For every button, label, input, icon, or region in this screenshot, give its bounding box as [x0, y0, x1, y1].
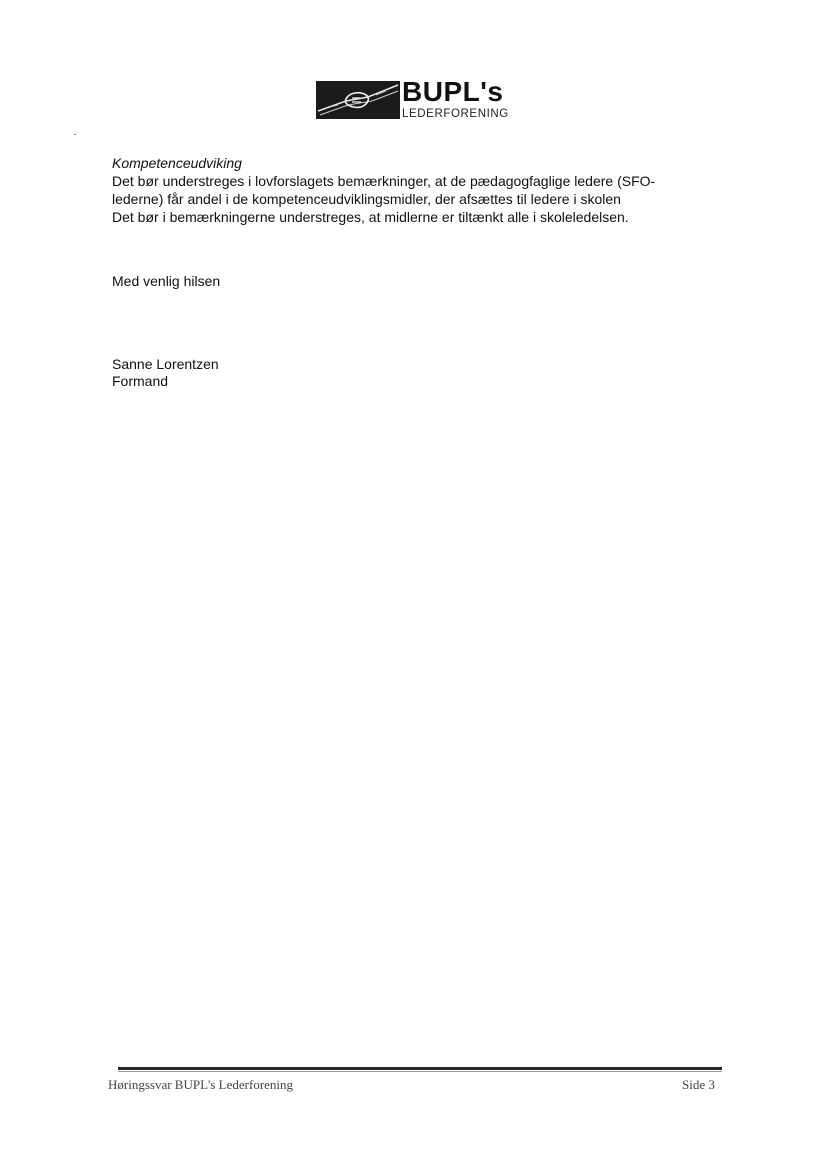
closing-greeting: Med venlig hilsen [112, 273, 221, 289]
footer-page-number: Side 3 [682, 1077, 715, 1092]
logo-name: BUPL's [402, 76, 504, 107]
signature-block [112, 356, 219, 390]
handshake-icon [316, 81, 400, 119]
competence-section [112, 154, 702, 226]
section-line-1: Det bør understreges i lovforslagets bemærkninger, at de pædagogfaglige ledere (SFO- [112, 173, 656, 189]
section-heading: Kompetenceudviking [112, 155, 242, 171]
footer-rule-thin [118, 1071, 722, 1072]
footer-document-title: Høringssvar BUPL's Lederforening [108, 1077, 294, 1092]
section-line-2: lederne) får andel i de kompetenceudviklingsmidler, der afsættes til ledere i skolen [112, 191, 621, 207]
scan-speck [74, 134, 76, 135]
footer-rule [118, 1067, 722, 1070]
signature-name: Sanne Lorentzen [112, 356, 219, 372]
signature-title: Formand [112, 373, 169, 389]
bupl-logo [316, 76, 526, 125]
logo-subtitle: LEDERFORENING [402, 108, 509, 120]
section-line-3: Det bør i bemærkningerne understreges, at midlerne er tiltænkt alle i skoleledelsen. [112, 209, 629, 225]
